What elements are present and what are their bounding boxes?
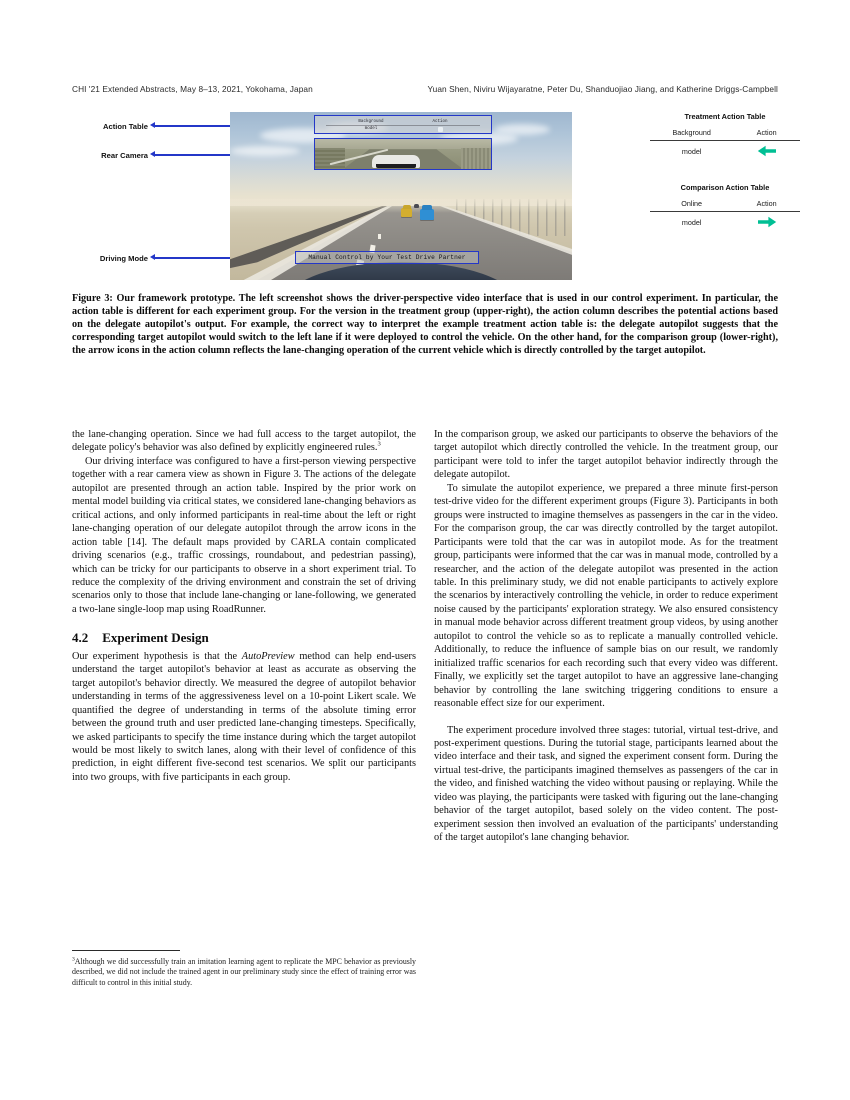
comparison-table-rule	[650, 211, 800, 212]
body-column-right	[434, 428, 778, 845]
action-tables-panel	[650, 112, 840, 228]
hud-action-table-row	[315, 127, 491, 134]
paragraph-text: the lane-changing operation. Since we had full access to the target autopilot, the delegate policy's behavior was also defined by explicitly engineered rules.	[72, 429, 416, 454]
comparison-header-action: Action	[756, 199, 777, 209]
hud-rear-camera-view	[314, 138, 492, 170]
paragraph-procedure: The experiment procedure involved three stages: tutorial, virtual test-drive, and post-experiment questions. During the tutorial stage, participants learned about the video interface and their task, and signed the experiment consent form. During the virtual test-drive, the participants imagined themselves as passengers of the car in the video, and finished watching the video without pausing or replaying. While the video was playing, the participants were tasked with figuring out the lane-changing behavior of the target autopilot, based solely on the video content. The post-experiment session then involved an evaluation of the participants' understanding of the target autopilot's lane changing behavior.	[434, 724, 778, 844]
leader-arrowhead-action-table	[150, 122, 155, 128]
paragraph-text-b: method can help end-users understand the target autopilot's behavior at least as accurate as observing the target autopilot's behavior directly. We measured the degree of autopilot behavior understanding in terms of the aggressiveness level on a 10-point Likert scale. We quantified the degree of understanding in terms of the absolute timing error between the ground truth and user predicted lane-changing timesteps. Specifically, we asked participants to specify the time instance during which the target autopilot would be most likely to switch lanes, along with their level of confidence of this prediction, in eight different five-second test scenarios. We split our participants into two groups, with five participants in each group.	[72, 650, 416, 783]
hud-header-action: Action	[432, 119, 448, 124]
method-name: AutoPreview	[241, 650, 295, 662]
section-heading-experiment-design	[72, 631, 416, 644]
comparison-row-action-cell	[733, 216, 800, 228]
leader-arrowhead-driving-mode	[150, 254, 155, 260]
treatment-action-table-title: Treatment Action Table	[684, 112, 766, 121]
paragraph-driving-interface: Our driving interface was configured to have a first-person viewing perspective together with a rear camera view as shown in Figure 3. The actions of the delegate autopilot are presented through an action table. Inspired by the prior work on mental model building via critical states, we considered lane-changing behaviors as critical actions, and only informed participants in real-time about the left or right lane-changing operation of our delegate autopilot through the arrow icons in the action table [14]. The default maps provided by CARLA contain complicated driving scenarios (e.g., traffic crossings, roundabout, and pedestrian passing), which can be tricky for our participants to observe in a short experiment trial. To reduce the complexity of the driving environment and constrain the set of driving scenarios only to those that include lane-changing or lane-following, we generated a two-lane single-loop map using RoadRunner.	[72, 455, 416, 615]
treatment-table-rule	[650, 140, 800, 141]
figure-3	[72, 112, 778, 280]
comparison-action-table-row	[650, 216, 800, 228]
paragraph-hypothesis	[72, 650, 416, 785]
paragraph-comparison-group: In the comparison group, we asked our participants to observe the behaviors of the target autopilot which directly controlled the vehicle. In the treatment group, our participant were told to infer the target autopilot behavior indirectly through the delegate autopilot.	[434, 429, 778, 481]
comparison-action-table	[650, 183, 800, 228]
blue-vehicle	[420, 209, 434, 220]
rear-wall-left	[315, 148, 345, 169]
comparison-header-online: Online	[681, 199, 703, 209]
hud-header-background: Background	[358, 119, 384, 124]
treatment-header-action: Action	[756, 128, 777, 137]
arrow-icon	[438, 127, 443, 132]
section-title: Experiment Design	[102, 630, 209, 646]
annotation-label-action-table: Action Table	[102, 122, 148, 131]
hud-table-rule	[326, 125, 481, 126]
annotation-label-driving-mode: Driving Mode	[99, 254, 148, 263]
body-column-left	[72, 428, 416, 784]
running-header-venue: CHI '21 Extended Abstracts, May 8–13, 2021, Yokohama, Japan	[72, 84, 313, 94]
paragraph-simulate-experience: To simulate the autopilot experience, we prepared a three minute first-person test-drive video for the different experiment groups (Figure 3). Participants in both groups were instructed to imagine themselves as passengers in the car in the video. For the comparison group, the car was directly controlled by the target autopilot. Participants were told that the car was in autopilot mode. As for the treatment group, participants were informed that the car was in manual mode, controlled by a researcher, and the action of the delegate autopilot was presented in the action table. In this preliminary study, we did not enable participants to actively explore the scenarios by interactively controlling the vehicle, in order to reduce experiment noise caused by the participants' exploration strategy. We also ensured consistency in manual mode behavior across different treatment group videos, by using another autopilot to control the vehicle so as to replicate a manually controlled vehicle. Additionally, to reduce the influence of sample bias on our result, we randomly initialized traffic scenarios for each recording such that every video was different. Finally, we explicitly set the target autopilot to have an aggressive lane-changing behavior by controlling the lane switching triggering conditions to ensure a reasonable effect size for our experiment.	[434, 482, 778, 710]
comparison-action-table-title: Comparison Action Table	[680, 183, 770, 193]
left-arrow-icon	[757, 145, 777, 157]
yellow-vehicle	[401, 208, 412, 217]
lane-dash	[378, 234, 381, 239]
comparison-row-model: model	[681, 217, 702, 227]
footnote-text: Although we did successfully train an imitation learning agent to replicate the MPC behavior as previously described, we did not include the trained agent in our preliminary study since the effect of training error was difficult to control in this initial study.	[72, 956, 416, 987]
footnote-entry	[72, 957, 416, 988]
simulator-screenshot	[230, 112, 572, 280]
hud-driving-mode-banner: Manual Control by Your Test Drive Partner	[295, 251, 479, 264]
hud-action-table	[314, 115, 492, 134]
running-header	[72, 84, 778, 94]
comparison-action-table-header	[650, 199, 800, 208]
treatment-action-table	[650, 112, 800, 157]
treatment-row-model: model	[681, 146, 702, 156]
footnote-separator	[72, 950, 180, 951]
hud-action-table-header	[315, 120, 491, 124]
annotation-label-rear-camera: Rear Camera	[101, 151, 148, 160]
rear-following-vehicle	[372, 155, 420, 168]
treatment-row-action-cell	[733, 145, 800, 157]
treatment-header-background: Background	[672, 128, 711, 137]
cloud	[494, 124, 550, 135]
paragraph-text-a: Our experiment hypothesis is that the	[72, 650, 242, 662]
hud-row-action-icon	[423, 127, 457, 134]
footnote-block	[72, 950, 416, 988]
hud-row-model: model	[364, 127, 378, 131]
footnote-marker: 3	[377, 441, 381, 449]
right-arrow-icon	[757, 216, 777, 228]
leader-arrowhead-rear-camera	[150, 151, 155, 157]
rear-wall-right	[461, 148, 491, 169]
treatment-action-table-row	[650, 145, 800, 157]
cloud	[230, 146, 300, 156]
treatment-action-table-header	[650, 128, 800, 137]
running-header-authors: Yuan Shen, Niviru Wijayaratne, Peter Du, Shanduojiao Jiang, and Katherine Driggs-Campbell	[427, 84, 778, 94]
section-number: 4.2	[72, 630, 89, 646]
paragraph-continuation	[72, 428, 416, 455]
distant-vehicle	[414, 204, 419, 208]
figure-caption: Figure 3: Our framework prototype. The left screenshot shows the driver-perspective video interface that is used in our control experiment. In particular, the action table is different for each experiment group. For the version in the treatment group (upper-right), the action column describes the potential actions based on the delegate autopilot's output. For example, the correct way to interpret the example treatment action table is: the delegate autopilot suggests that the corresponding target autopilot would switch to the left lane if it were deployed to control the vehicle. On the other hand, for the comparison group (lower-right), the arrow icons in the action column reflects the lane-changing operation of the current vehicle which is directly controlled by the target autopilot.	[72, 293, 778, 357]
footnote-number: 3	[72, 956, 75, 963]
